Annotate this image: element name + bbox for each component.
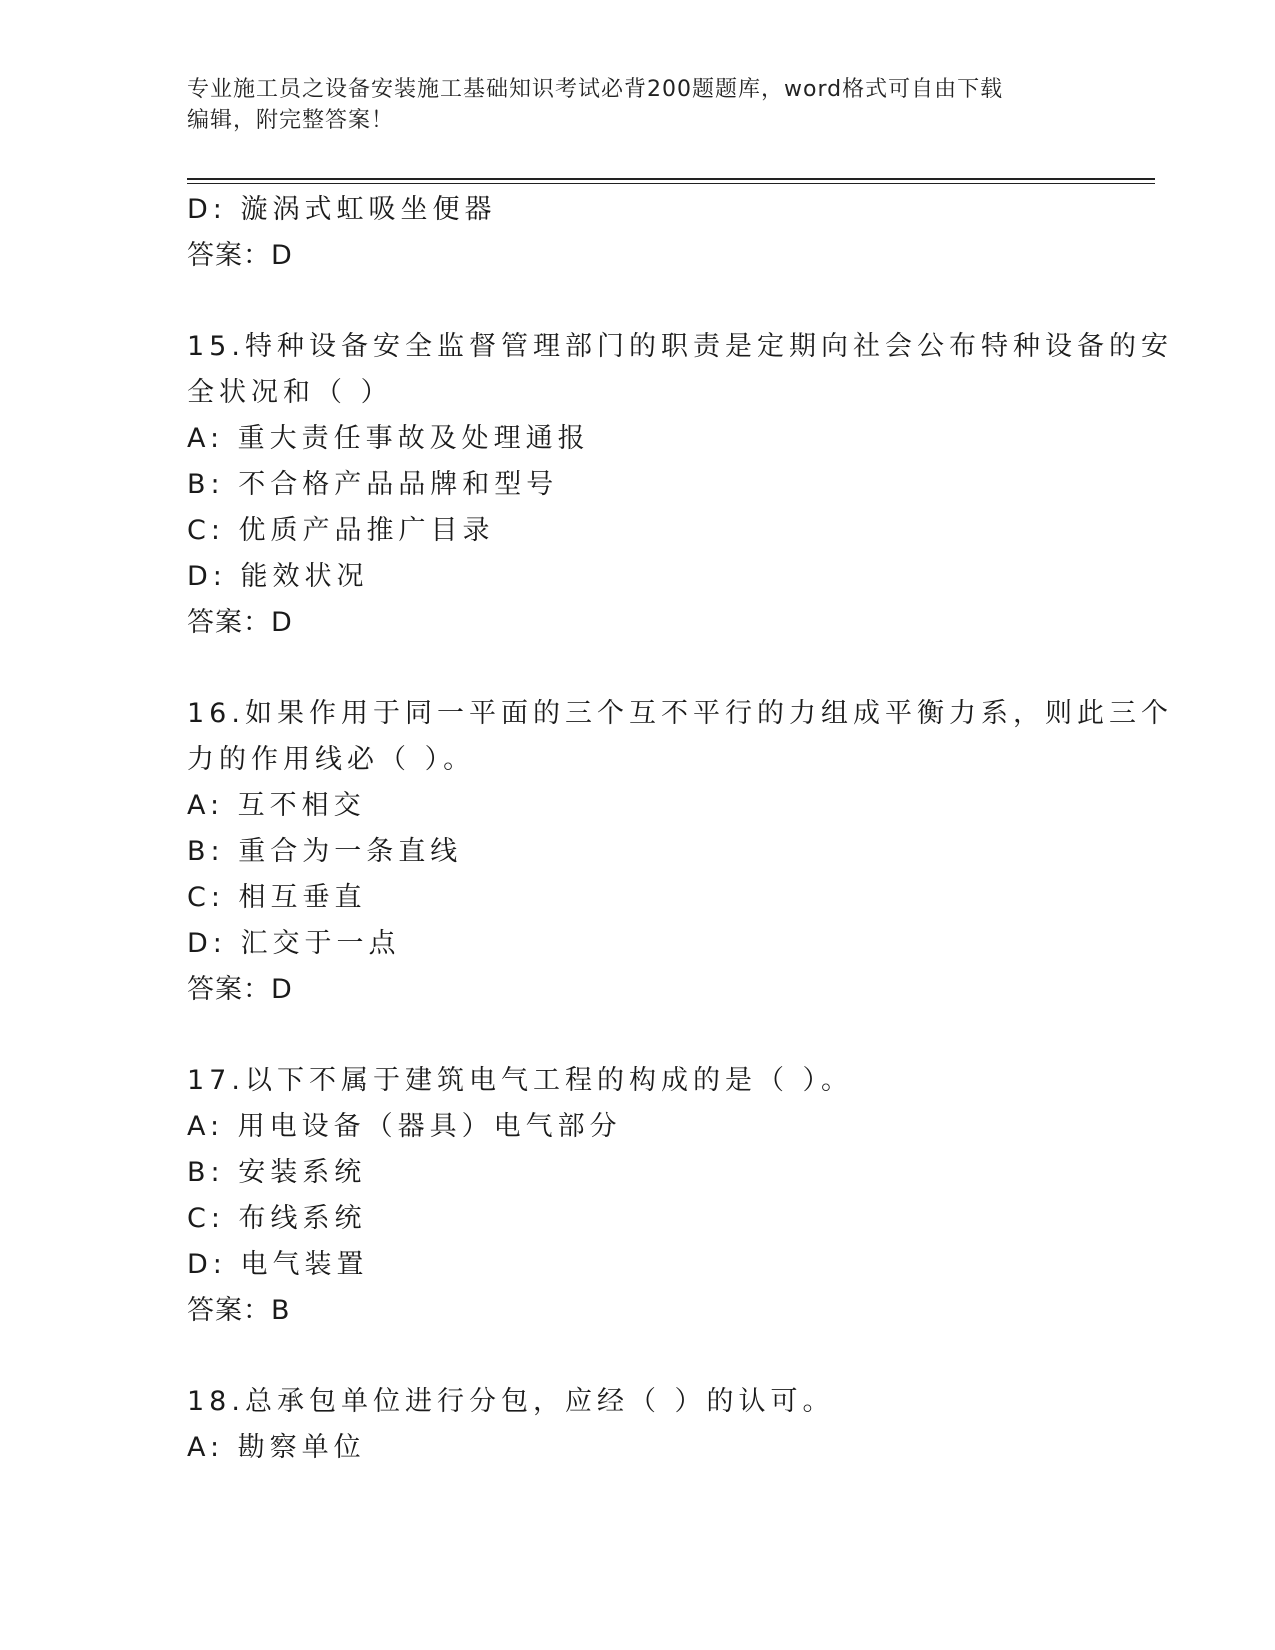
q15-option-a: A: 重大责任事故及处理通报 — [187, 423, 590, 454]
q17-answer: 答案：B — [187, 1295, 291, 1326]
q16-stem-line-2: 力的作用线必（ ）。 — [187, 744, 476, 775]
q15-option-d: D: 能效状况 — [187, 561, 369, 592]
q17-option-d: D: 电气装置 — [187, 1249, 369, 1280]
q15-option-b: B: 不合格产品品牌和型号 — [187, 469, 559, 500]
spacer — [187, 1334, 1087, 1379]
document-header — [187, 74, 1087, 136]
header-divider-thick — [187, 178, 1155, 180]
q14-answer: 答案：D — [187, 240, 293, 271]
q15-option-c: C: 优质产品推广目录 — [187, 515, 495, 546]
q16-stem-line-1: 16.如果作用于同一平面的三个互不平行的力组成平衡力系，则此三个 — [187, 698, 1173, 729]
q16-answer: 答案：D — [187, 974, 293, 1005]
q16-option-c: C: 相互垂直 — [187, 882, 367, 913]
question-18 — [187, 1379, 1087, 1471]
question-16 — [187, 691, 1173, 1013]
q18-option-a: A: 勘察单位 — [187, 1432, 366, 1463]
q15-answer: 答案：D — [187, 607, 293, 638]
q17-option-b: B: 安装系统 — [187, 1157, 367, 1188]
q16-option-a: A: 互不相交 — [187, 790, 366, 821]
spacer — [187, 279, 1087, 324]
q17-option-c: C: 布线系统 — [187, 1203, 367, 1234]
spacer — [187, 646, 1087, 691]
question-14 — [187, 187, 1087, 279]
question-list — [187, 187, 1173, 1471]
spacer — [187, 1013, 1087, 1058]
question-15 — [187, 324, 1173, 646]
q16-option-d: D: 汇交于一点 — [187, 928, 401, 959]
header-divider-thin — [187, 183, 1155, 184]
q18-stem-line-1: 18.总承包单位进行分包，应经（ ）的认可。 — [187, 1386, 835, 1417]
q15-stem-line-1: 15.特种设备安全监督管理部门的职责是定期向社会公布特种设备的安 — [187, 331, 1173, 362]
q14-option-d: D: 漩涡式虹吸坐便器 — [187, 194, 497, 225]
header-title-line-1: 专业施工员之设备安装施工基础知识考试必背200题题库，word格式可自由下载 — [187, 77, 1004, 102]
q16-option-b: B: 重合为一条直线 — [187, 836, 463, 867]
question-17 — [187, 1058, 1087, 1334]
q17-option-a: A: 用电设备（器具）电气部分 — [187, 1111, 622, 1142]
q15-stem-line-2: 全状况和（ ） — [187, 377, 393, 408]
header-title-line-2: 编辑，附完整答案！ — [187, 108, 395, 133]
q17-stem-line-1: 17.以下不属于建筑电气工程的构成的是（ ）。 — [187, 1065, 854, 1096]
